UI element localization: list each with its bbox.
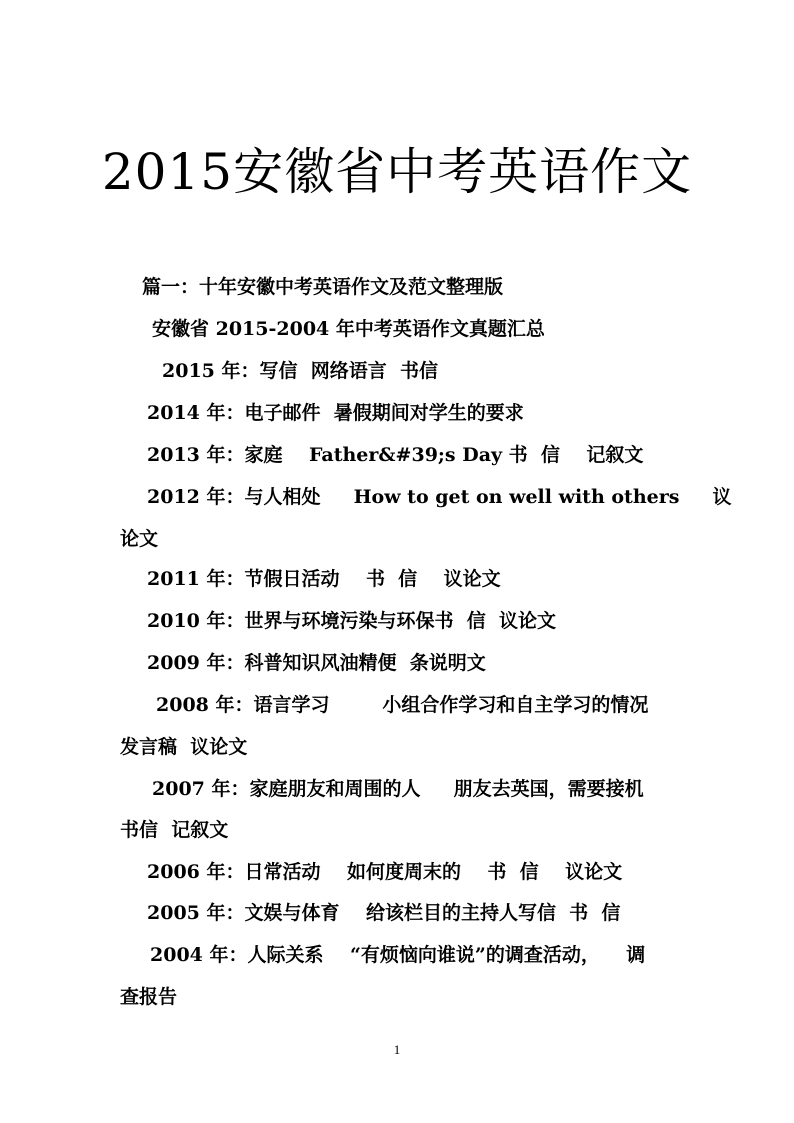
text-line: 2012 年：与人相处 How to get on well with others 议 [147, 486, 732, 508]
page-number: 1 [393, 1042, 401, 1057]
text-line: 2013 年：家庭 Father&#39;s Day 书 信 记叙文 [147, 444, 644, 466]
text-line: 2009 年：科普知识风油精便 条说明文 [147, 652, 486, 674]
text-line: 2014 年：电子邮件 暑假期间对学生的要求 [147, 402, 524, 424]
text-line: 2008 年：语言学习 小组合作学习和自主学习的情况 [156, 694, 649, 716]
text-line: 2015 年：写信 网络语言 书信 [162, 360, 438, 382]
text-line: 2011 年：节假日活动 书 信 议论文 [147, 568, 501, 590]
text-line: 安徽省 2015-2004 年中考英语作文真题汇总 [152, 318, 545, 340]
document-title: 2015安徽省中考英语作文 [101, 143, 693, 201]
text-line: 查报告 [120, 986, 178, 1008]
text-line: 发言稿 议论文 [120, 736, 248, 758]
text-line: 书信 记叙文 [120, 819, 229, 841]
text-line: 2004 年：人际关系 “有烦恼向谁说”的调查活动， 调 [150, 944, 646, 966]
text-line: 2007 年：家庭朋友和周围的人 朋友去英国，需要接机 [152, 778, 644, 800]
text-line: 2010 年：世界与环境污染与环保书 信 议论文 [147, 610, 556, 632]
text-line: 论文 [120, 528, 159, 550]
text-line: 2006 年：日常活动 如何度周末的 书 信 议论文 [147, 861, 623, 883]
text-line: 2005 年：文娱与体育 给该栏目的主持人写信 书 信 [147, 902, 621, 924]
text-line: 篇一：十年安徽中考英语作文及范文整理版 [142, 276, 504, 298]
